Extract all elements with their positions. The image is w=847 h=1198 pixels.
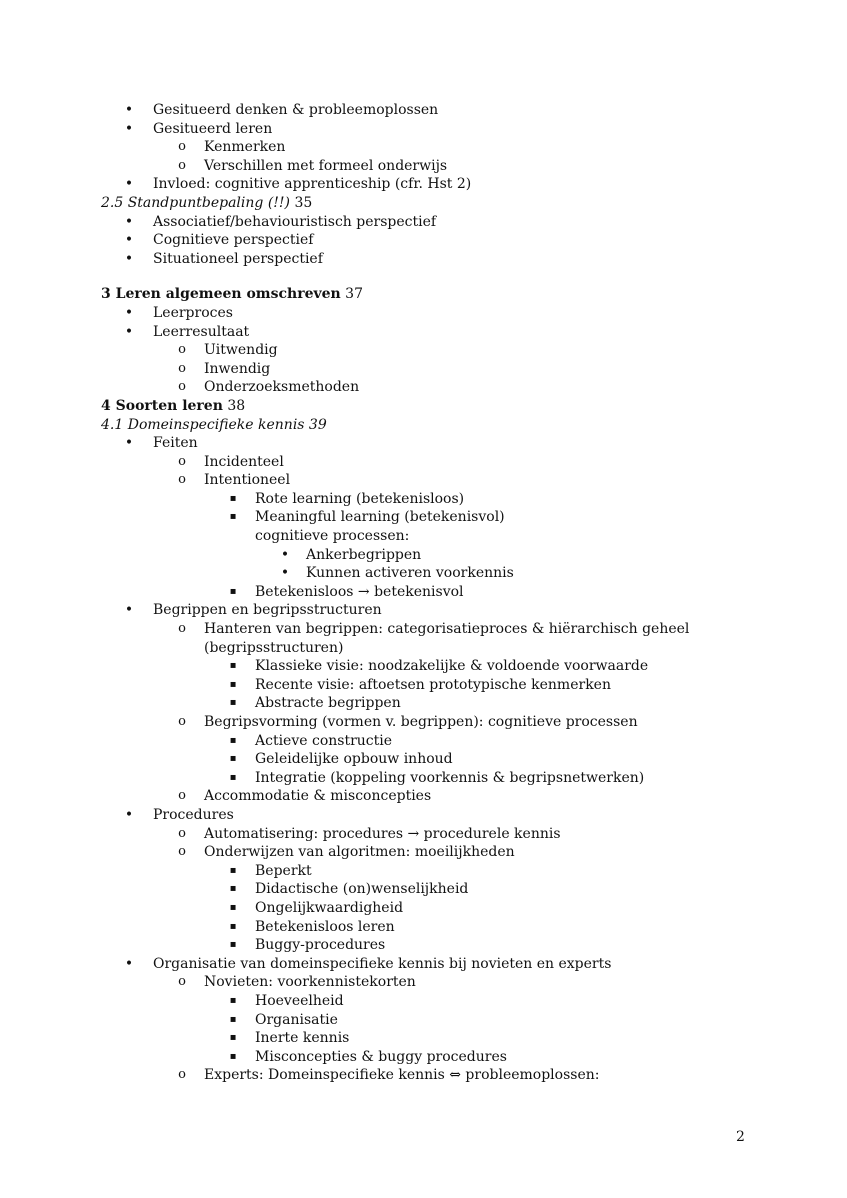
square-bullet-icon: ▪	[229, 901, 237, 913]
circle-bullet-icon: o	[178, 844, 186, 860]
list-item-text: Leerproces	[153, 304, 233, 321]
sub-sub-list-item	[0, 936, 847, 955]
circle-bullet-icon: o	[178, 157, 186, 173]
list-item-text: Gesitueerd denken & probleemoplossen	[153, 102, 439, 118]
circle-bullet-icon: o	[178, 621, 186, 637]
circle-bullet-icon: o	[178, 360, 186, 376]
heading-label: 2.5 Standpuntbepaling (!!)	[101, 194, 290, 211]
sub-sub-list-item	[0, 490, 847, 509]
sub-sub-list-item	[0, 750, 847, 769]
bullet-icon: •	[280, 565, 290, 582]
bullet-icon: •	[124, 304, 134, 321]
list-item-text: Kunnen activeren voorkennis	[306, 565, 514, 582]
list-item-text: Abstracte begrippen	[255, 695, 401, 712]
list-item-text: Ankerbegrippen	[306, 546, 422, 563]
square-bullet-icon: ▪	[229, 920, 237, 932]
sub-sub-list-item	[0, 1048, 847, 1067]
square-bullet-icon: ▪	[229, 864, 237, 876]
list-item-text: Geleidelijke opbouw inhoud	[255, 751, 453, 768]
sub-sub-list-item	[0, 862, 847, 881]
circle-bullet-icon: o	[178, 379, 186, 395]
square-bullet-icon: ▪	[229, 511, 237, 523]
square-bullet-icon: ▪	[229, 697, 237, 709]
square-bullet-icon: ▪	[229, 883, 237, 895]
list-item	[0, 101, 847, 120]
list-item	[0, 806, 847, 825]
list-item-text: cognitieve processen:	[255, 528, 410, 545]
list-item-text: Onderwijzen van algoritmen: moeilijkheden	[204, 844, 515, 861]
list-item	[0, 175, 847, 194]
sub-list-item	[0, 825, 847, 844]
list-item-text: Ongelijkwaardigheid	[255, 899, 404, 916]
square-bullet-icon: ▪	[229, 939, 237, 951]
square-bullet-icon: ▪	[229, 585, 237, 597]
list-item-text: Novieten: voorkennistekorten	[204, 974, 416, 991]
sub-sub-list-item	[0, 694, 847, 713]
sub-list-item	[0, 620, 847, 639]
list-item-text: Uitwendig	[204, 342, 278, 359]
page-number: 2	[736, 1129, 745, 1145]
section-heading	[0, 194, 847, 213]
list-item-text: Buggy-procedures	[255, 937, 386, 954]
bullet-icon: •	[124, 102, 134, 118]
list-item-text: Organisatie	[255, 1011, 338, 1028]
sub-list-item	[0, 973, 847, 992]
sub-list-item	[0, 713, 847, 732]
sub-sub-list-item	[0, 880, 847, 899]
square-bullet-icon: ▪	[229, 734, 237, 746]
bullet-icon: •	[124, 955, 134, 972]
list-item-text: Inerte kennis	[255, 1030, 350, 1047]
circle-bullet-icon: o	[178, 1067, 186, 1083]
list-item-text: Recente visie: aftoetsen prototypische kenmerken	[255, 676, 611, 693]
sub-list-item	[0, 157, 847, 176]
deep-list-item	[0, 564, 847, 583]
list-item-text: Inwendig	[204, 360, 271, 377]
list-item-text: Invloed: cognitive apprenticeship (cfr. Hst 2)	[153, 176, 472, 193]
square-bullet-icon: ▪	[229, 492, 237, 504]
list-item	[0, 231, 847, 250]
list-item-text: Rote learning (betekenisloos)	[255, 490, 465, 507]
square-bullet-icon: ▪	[229, 994, 237, 1006]
list-item-text: Associatief/behaviouristisch perspectief	[153, 213, 437, 230]
square-bullet-icon: ▪	[229, 1013, 237, 1025]
sub-sub-list-item	[0, 899, 847, 918]
deep-list-item	[0, 546, 847, 565]
list-item-text: Didactische (on)wenselijkheid	[255, 881, 469, 898]
square-bullet-icon: ▪	[229, 753, 237, 765]
bullet-icon: •	[124, 602, 134, 619]
sub-list-item	[0, 1066, 847, 1085]
list-item-text: Verschillen met formeel onderwijs	[204, 157, 448, 174]
list-item-text: Beperkt	[255, 862, 312, 879]
list-item-continuation	[0, 639, 847, 658]
bullet-icon: •	[124, 435, 134, 452]
list-item-text: Hoeveelheid	[255, 992, 344, 1009]
list-item-text: Actieve constructie	[255, 732, 393, 749]
list-item-text: Begrippen en begripsstructuren	[153, 602, 382, 619]
circle-bullet-icon: o	[178, 788, 186, 804]
list-item-text: Integratie (koppeling voorkennis & begripsnetwerken)	[255, 769, 645, 786]
list-item-text: Onderzoeksmethoden	[204, 379, 360, 396]
list-item-text: Gesitueerd leren	[153, 120, 273, 137]
list-item-text: Meaningful learning (betekenisvol)	[255, 509, 505, 526]
sub-sub-list-item	[0, 508, 847, 527]
sub-sub-list-item	[0, 918, 847, 937]
sub-list-item	[0, 453, 847, 472]
bullet-icon: •	[124, 250, 134, 267]
section-heading	[0, 416, 847, 435]
square-bullet-icon: ▪	[229, 678, 237, 690]
list-item	[0, 601, 847, 620]
sub-list-item	[0, 360, 847, 379]
list-item-text: Begripsvorming (vormen v. begrippen): cognitieve processen	[204, 714, 638, 730]
blank-line	[0, 268, 847, 285]
list-item-text: Intentioneel	[204, 472, 291, 489]
list-item-text: Situationeel perspectief	[153, 250, 323, 267]
list-item	[0, 213, 847, 232]
list-item	[0, 955, 847, 974]
list-item-text: Cognitieve perspectief	[153, 232, 314, 249]
circle-bullet-icon: o	[178, 714, 186, 729]
list-item-text: Kenmerken	[204, 139, 286, 156]
heading-text	[101, 194, 312, 213]
bullet-icon: •	[124, 176, 134, 193]
circle-bullet-icon: o	[178, 974, 186, 990]
sub-list-item	[0, 378, 847, 397]
square-bullet-icon: ▪	[229, 771, 237, 783]
list-item-text: Misconcepties & buggy procedures	[255, 1048, 507, 1065]
section-heading	[0, 285, 847, 304]
sub-sub-list-item	[0, 583, 847, 602]
list-item-text: Feiten	[153, 435, 198, 452]
circle-bullet-icon: o	[178, 453, 186, 469]
sub-list-item	[0, 138, 847, 157]
heading-label: 4 Soorten leren	[101, 397, 223, 414]
document-body	[0, 101, 847, 1085]
list-item-text: Automatisering: procedures → procedurele kennis	[204, 825, 561, 842]
list-item-text: Procedures	[153, 806, 234, 823]
sub-sub-list-item	[0, 992, 847, 1011]
list-item-text: Experts: Domeinspecifieke kennis ⇔ probleemoplossen:	[204, 1067, 600, 1084]
sub-sub-list-item	[0, 1011, 847, 1030]
square-bullet-icon: ▪	[229, 1032, 237, 1044]
section-heading	[0, 397, 847, 416]
circle-bullet-icon: o	[178, 342, 186, 358]
bullet-icon: •	[124, 806, 134, 823]
heading-label: 3 Leren algemeen omschreven	[101, 286, 341, 303]
list-item	[0, 120, 847, 139]
bullet-icon: •	[124, 323, 134, 340]
list-item-text: (begripsstructuren)	[204, 639, 344, 656]
list-item-text: Incidenteel	[204, 453, 284, 470]
heading-page-ref: 37	[340, 286, 363, 303]
sub-sub-list-item	[0, 732, 847, 751]
bullet-icon: •	[124, 120, 134, 137]
sub-list-item	[0, 787, 847, 806]
list-item	[0, 304, 847, 323]
square-bullet-icon: ▪	[229, 1050, 237, 1062]
sub-list-item	[0, 341, 847, 360]
list-item-text: Accommodatie & misconcepties	[204, 788, 432, 805]
list-item-text: Organisatie van domeinspecifieke kennis bij novieten en experts	[153, 955, 612, 972]
list-item	[0, 250, 847, 269]
list-item-text: Betekenisloos leren	[255, 918, 395, 935]
list-item	[0, 434, 847, 453]
circle-bullet-icon: o	[178, 472, 186, 488]
bullet-icon: •	[124, 232, 134, 249]
heading-text	[101, 285, 363, 304]
circle-bullet-icon: o	[178, 139, 186, 155]
circle-bullet-icon: o	[178, 825, 186, 841]
heading-page-ref: 38	[222, 397, 246, 414]
sub-sub-list-item	[0, 769, 847, 788]
heading-text	[101, 397, 245, 416]
list-item-continuation	[0, 527, 847, 546]
list-item-text: Klassieke visie: noodzakelijke & voldoende voorwaarde	[255, 658, 649, 675]
list-item-text: Hanteren van begrippen: categorisatieproces & hiërarchisch geheel	[204, 621, 690, 638]
sub-list-item	[0, 471, 847, 490]
heading-label: 4.1 Domeinspecifieke kennis 39	[101, 416, 327, 433]
heading-page-ref: 35	[290, 194, 313, 211]
list-item	[0, 323, 847, 342]
bullet-icon: •	[280, 546, 290, 563]
heading-text	[101, 416, 327, 435]
list-item-text: Leerresultaat	[153, 323, 250, 340]
bullet-icon: •	[124, 213, 134, 230]
sub-list-item	[0, 843, 847, 862]
sub-sub-list-item	[0, 657, 847, 676]
sub-sub-list-item	[0, 1029, 847, 1048]
sub-sub-list-item	[0, 676, 847, 695]
list-item-text: Betekenisloos → betekenisvol	[255, 583, 464, 600]
square-bullet-icon: ▪	[229, 660, 237, 672]
